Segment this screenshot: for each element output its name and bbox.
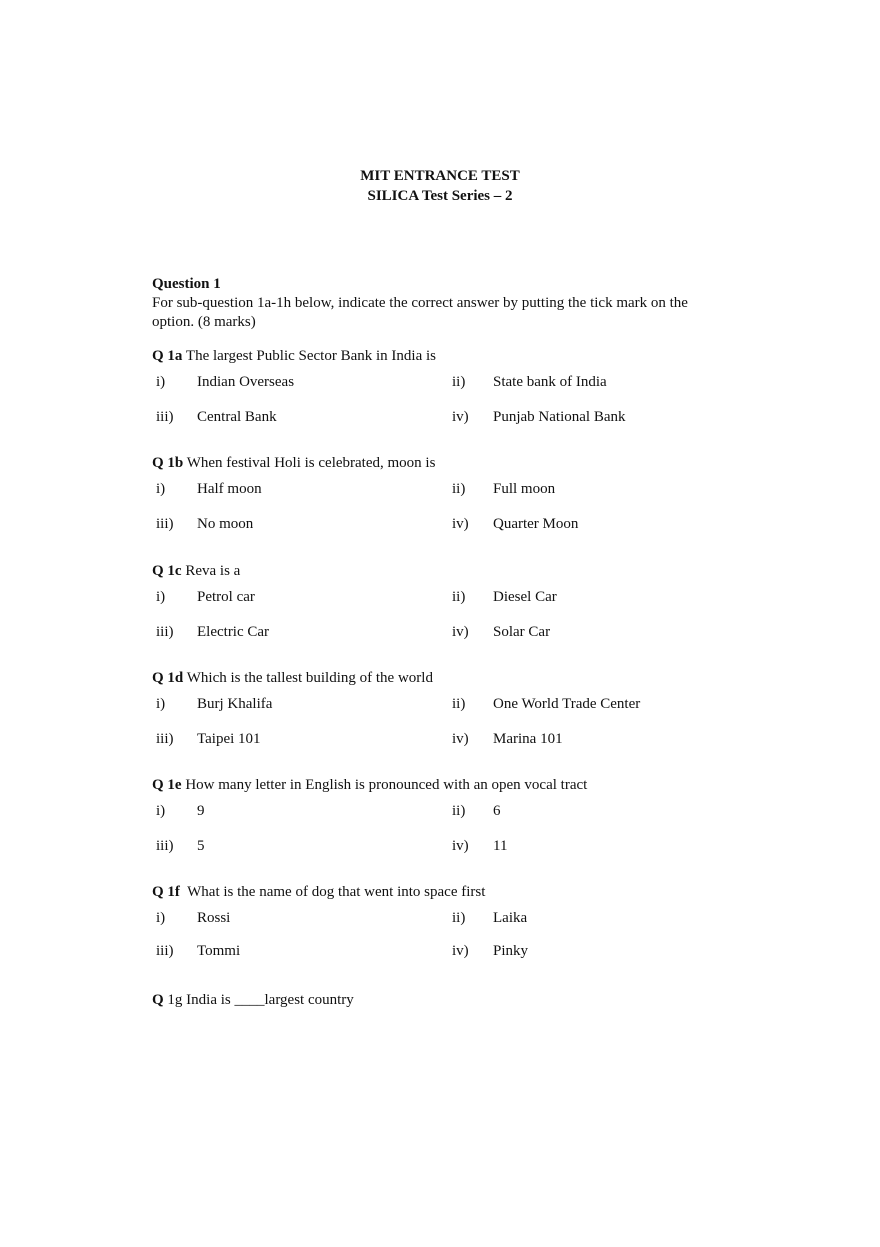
option-number: i) [156,589,166,605]
option-row [152,694,732,714]
question-label: Q 1a [152,348,183,364]
option-row [152,941,732,961]
question-text: Which is the tallest building of the world [183,670,433,686]
option-number: iii) [156,731,174,747]
option-number: iv) [452,516,469,532]
option-number: iv) [452,838,469,854]
question-stem [152,668,732,688]
question-label: Q 1f [152,884,180,900]
option-number: iii) [156,409,174,425]
option-number: ii) [452,910,466,926]
question-text: When festival Holi is celebrated, moon is [183,455,436,471]
question-stem [152,775,732,795]
option-number: ii) [452,696,466,712]
question-stem [152,990,732,1010]
option-i[interactable]: Burj Khalifa [197,696,273,712]
option-i[interactable]: Rossi [197,910,231,926]
option-number: iii) [156,838,174,854]
question-stem [152,346,732,366]
option-number: ii) [452,803,466,819]
option-ii[interactable]: 6 [493,803,501,819]
option-number: i) [156,910,166,926]
option-i[interactable]: 9 [197,803,205,819]
option-ii[interactable]: State bank of India [493,374,607,390]
question-1f [152,882,732,961]
question-text: The largest Public Sector Bank in India is [182,348,436,364]
option-row [152,514,732,534]
option-number: i) [156,803,166,819]
option-number: i) [156,374,166,390]
option-number: iv) [452,731,469,747]
option-i[interactable]: Indian Overseas [197,374,295,390]
test-subtitle: SILICA Test Series – 2 [367,188,513,204]
option-ii[interactable]: One World Trade Center [493,696,641,712]
question-label: Q 1e [152,777,182,793]
option-i[interactable]: Petrol car [197,589,255,605]
option-number: i) [156,696,166,712]
question-1d [152,668,732,749]
option-row [152,908,732,928]
option-iv[interactable]: Punjab National Bank [493,409,626,425]
option-iii[interactable]: Electric Car [197,624,270,640]
test-title: MIT ENTRANCE TEST [360,168,520,184]
question-intro [152,275,712,332]
question-1g [152,990,732,1010]
option-i[interactable]: Half moon [197,481,262,497]
question-1e [152,775,732,856]
question-label: Q 1b [152,455,184,471]
option-number: iv) [452,943,469,959]
question-1b [152,453,732,534]
question-text: Reva is a [181,563,241,579]
option-number: iv) [452,624,469,640]
option-number: ii) [452,481,466,497]
question-text: 1g India is ____largest country [163,992,354,1008]
option-row [152,622,732,642]
question-label: Q [152,992,164,1008]
option-row [152,372,732,392]
question-label: Q 1d [152,670,184,686]
option-number: iii) [156,516,174,532]
question-label: Q 1c [152,563,182,579]
option-row [152,587,732,607]
option-iii[interactable]: 5 [197,838,205,854]
option-number: iii) [156,943,174,959]
option-row [152,729,732,749]
question-heading: Question 1 [152,276,221,292]
option-number: ii) [452,589,466,605]
question-1a [152,346,732,427]
question-stem [152,882,732,902]
option-iii[interactable]: Central Bank [197,409,277,425]
question-text: What is the name of dog that went into space first [179,884,486,900]
option-row [152,407,732,427]
option-ii[interactable]: Diesel Car [493,589,557,605]
question-1c [152,561,732,642]
option-ii[interactable]: Full moon [493,481,556,497]
option-iii[interactable]: Taipei 101 [197,731,261,747]
option-iv[interactable]: Quarter Moon [493,516,579,532]
question-text: How many letter in English is pronounced with an open vocal tract [181,777,588,793]
option-iv[interactable]: Solar Car [493,624,551,640]
option-iv[interactable]: Marina 101 [493,731,563,747]
option-number: ii) [452,374,466,390]
option-row [152,801,732,821]
option-iv[interactable]: Pinky [493,943,529,959]
option-number: i) [156,481,166,497]
question-stem [152,453,732,473]
option-number: iv) [452,409,469,425]
question-stem [152,561,732,581]
option-ii[interactable]: Laika [493,910,528,926]
option-row [152,479,732,499]
question-instructions: For sub-question 1a-1h below, indicate the correct answer by putting the tick mark on the option. (8 marks) [152,295,688,330]
option-iii[interactable]: No moon [197,516,254,532]
option-iv[interactable]: 11 [493,838,508,854]
option-row [152,836,732,856]
option-number: iii) [156,624,174,640]
test-header [0,166,880,206]
option-iii[interactable]: Tommi [197,943,241,959]
